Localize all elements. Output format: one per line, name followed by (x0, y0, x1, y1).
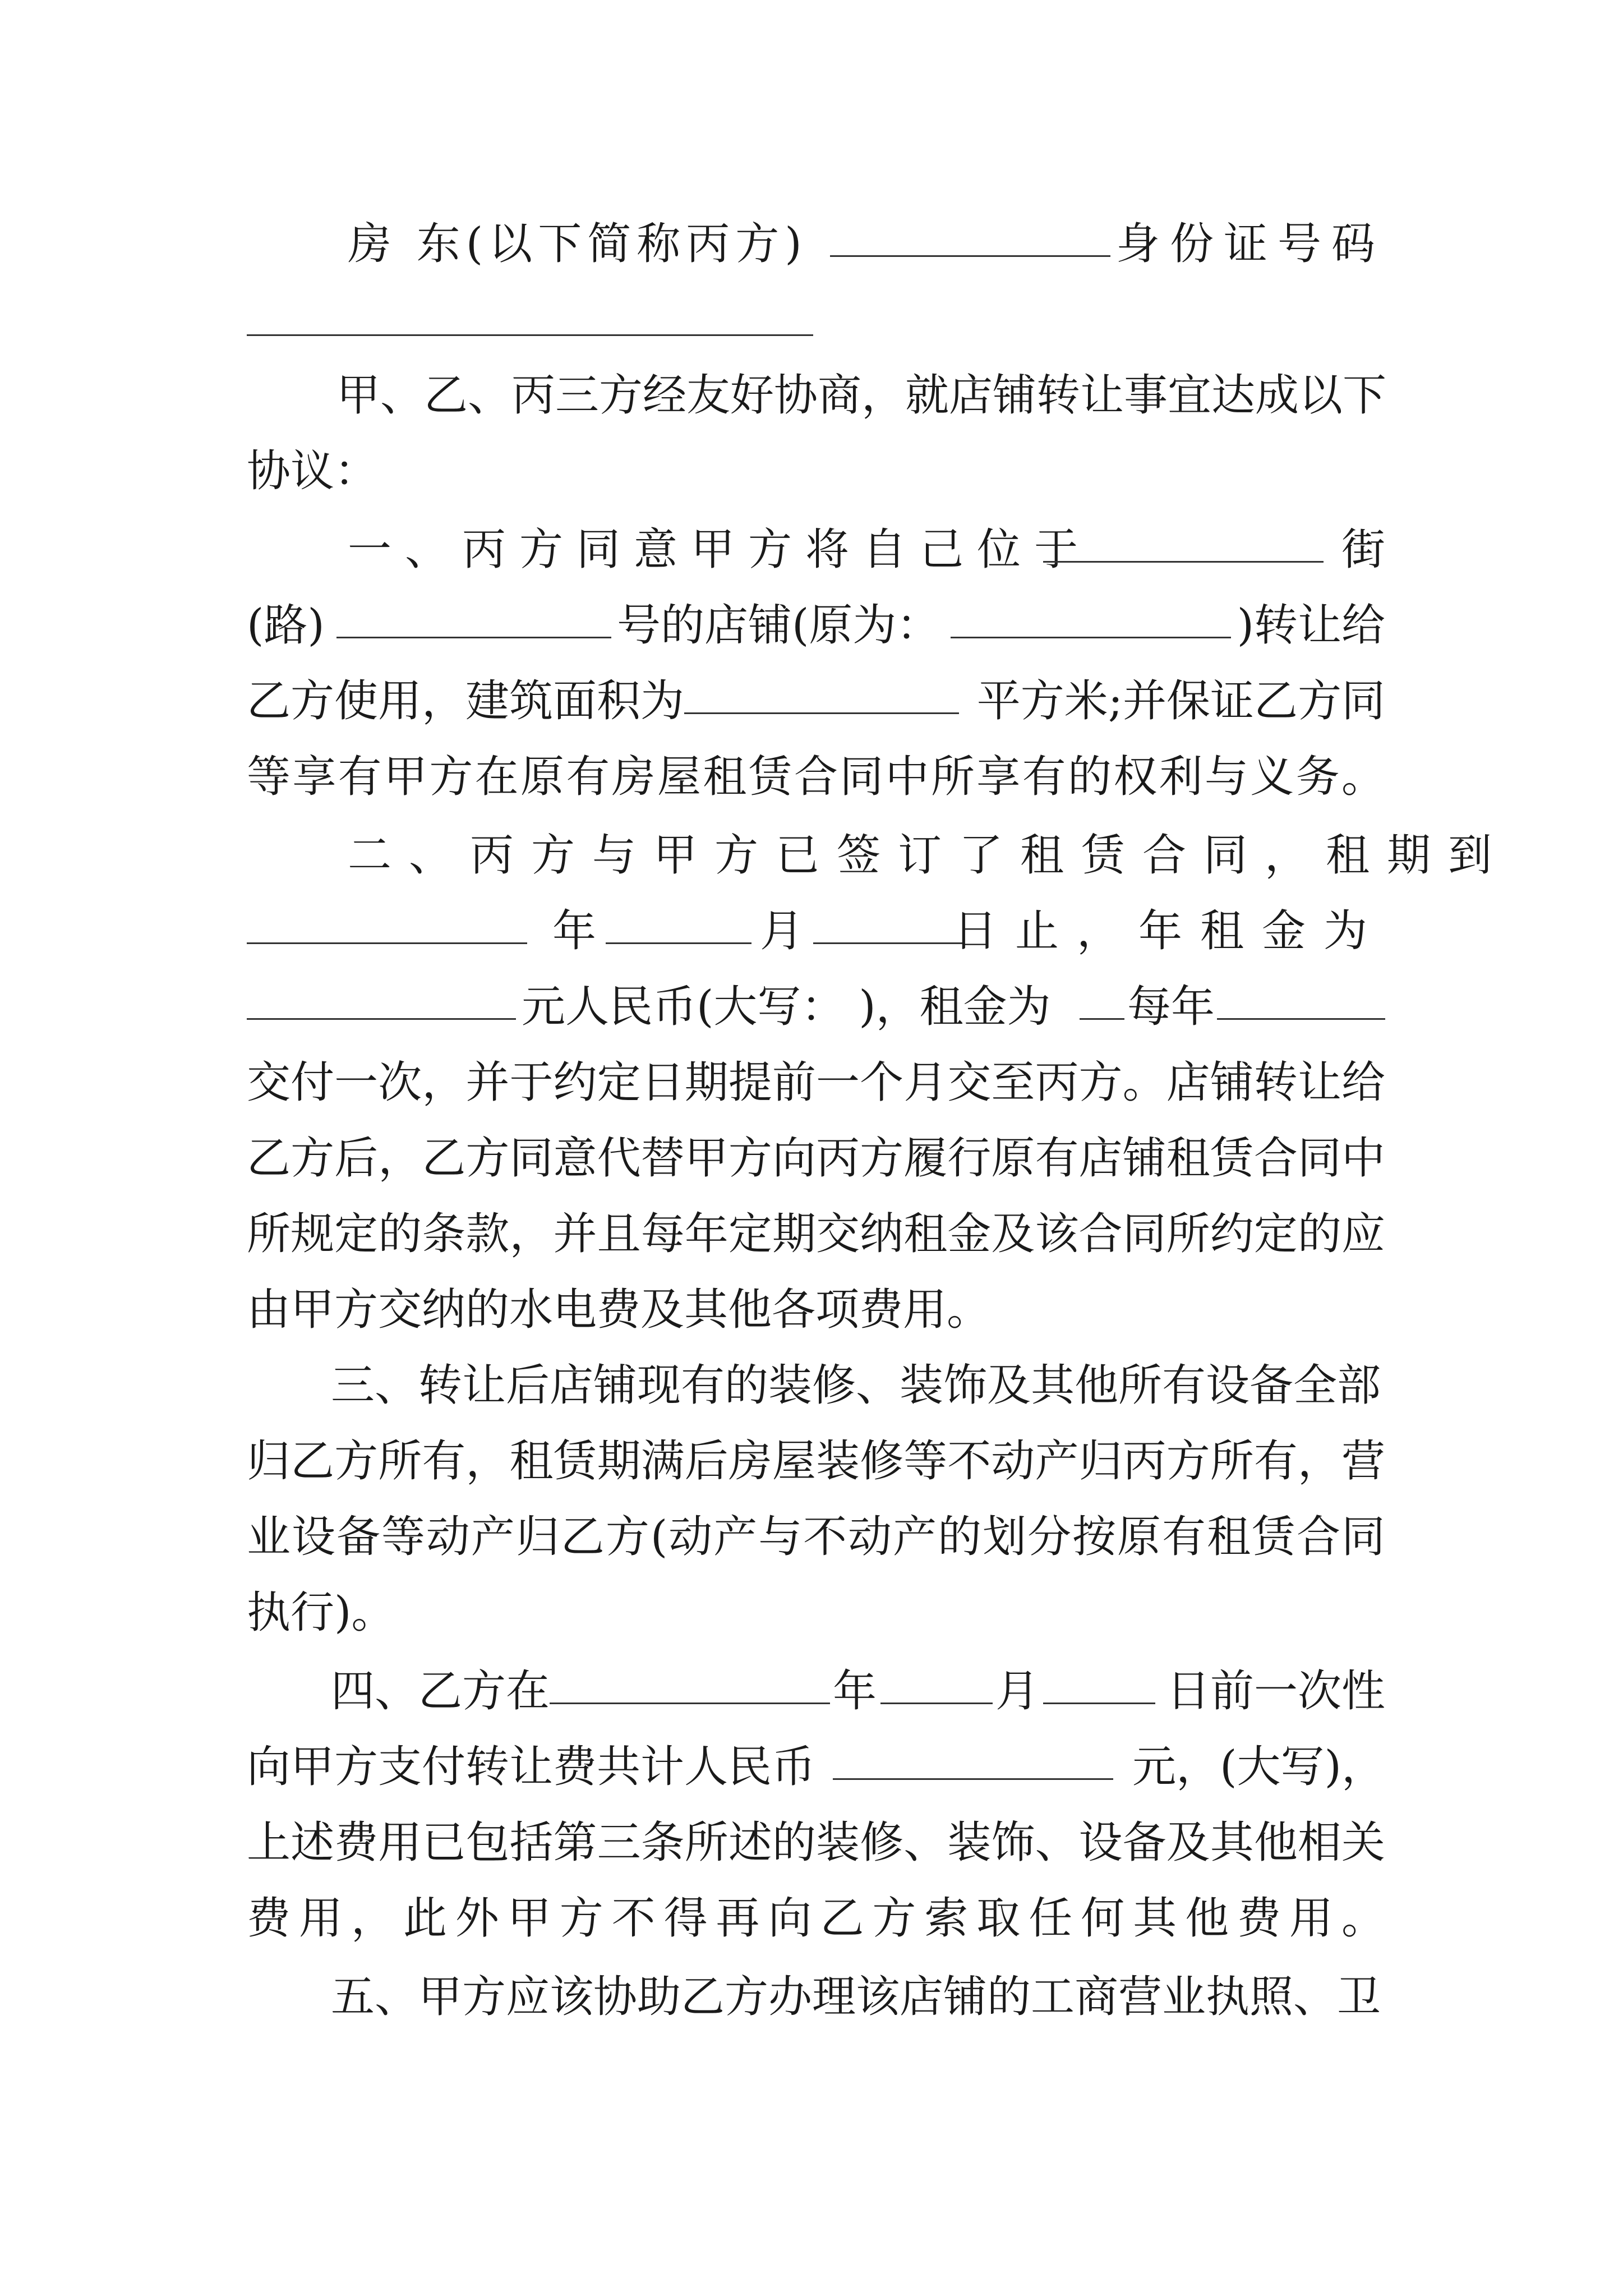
clause-1-text: 一、丙方同意甲方将自己位于 (348, 524, 1092, 575)
clause-5-text: 五、甲方应该协助乙方办理该店铺的工商营业执照、卫 (331, 1972, 1381, 2022)
id-number-blank[interactable] (247, 334, 813, 336)
annual-rent-blank[interactable] (247, 979, 516, 1020)
clause-3-text-2: 归乙方所有，租赁期满后房屋装修等不动产归丙方所有，营 (247, 1436, 1386, 1487)
area-blank[interactable] (684, 673, 959, 714)
clause-2-line-5 (247, 1130, 1385, 1186)
original-use-blank[interactable] (951, 597, 1231, 638)
landlord-name-blank[interactable] (830, 216, 1110, 257)
road-label: (路) (247, 600, 325, 651)
clause-3-text-3: 业设备等动产归乙方(动产与不动产的划分按原有租赁合同 (247, 1512, 1386, 1562)
payment-prefix-blank[interactable] (1080, 979, 1124, 1020)
payment-year-label: 年 (833, 1666, 877, 1717)
payment-period-blank[interactable] (1217, 979, 1385, 1020)
payment-day-blank[interactable] (1043, 1663, 1155, 1704)
house-number-blank[interactable] (336, 597, 611, 638)
clause-2-line-6 (247, 1206, 1385, 1262)
transfer-fee-blank[interactable] (833, 1739, 1113, 1780)
clause-2-line-4 (247, 1055, 1385, 1111)
clause-2-text-3: 乙方后，乙方同意代替甲方向丙方履行原有店铺租赁合同中 (247, 1133, 1386, 1184)
lease-end-month-blank[interactable] (606, 903, 751, 944)
clause-4-line-3 (247, 1815, 1385, 1871)
clause-2-text-5: 由甲方交纳的水电费及其他各项费用。 (247, 1285, 991, 1335)
clause-3-line-2 (247, 1433, 1385, 1489)
clause-2-text-2: 交付一次，并于约定日期提前一个月交至丙方。店铺转让给 (247, 1057, 1386, 1108)
lease-end-year-blank[interactable] (247, 903, 527, 944)
clause-1-line-4 (247, 749, 1385, 805)
area-label: 乙方使用，建筑面积为 (247, 676, 685, 726)
clause-4-text-3: 费用，此外甲方不得再向乙方索取任何其他费用。 (247, 1893, 1394, 1944)
street-label: 街 (1341, 524, 1385, 575)
clause-2-text-4: 所规定的条款，并且每年定期交纳租金及该合同所约定的应 (247, 1209, 1386, 1259)
transfer-fee-label: 向甲方支付转让费共计人民币 (247, 1742, 816, 1792)
shop-label: 号的店铺(原为： (617, 600, 940, 651)
rent-currency-label: 元人民币(大写： )，租金为 (522, 982, 1051, 1032)
payment-month-label: 月 (995, 1666, 1040, 1717)
street-blank[interactable] (1043, 522, 1324, 563)
clause-4-text: 四、乙方在 (331, 1666, 550, 1717)
clause-3-text: 三、转让后店铺现有的装修、装饰及其他所有设备全部 (331, 1360, 1381, 1411)
clause-3-line-3 (247, 1509, 1385, 1565)
landlord-label: 房 东(以下简称丙方) (348, 219, 808, 269)
clause-3-text-4: 执行)。 (247, 1588, 395, 1638)
lease-end-day-blank[interactable] (813, 903, 965, 944)
payment-day-label: 日前一次性 (1166, 1666, 1385, 1717)
intro-line-2 (247, 443, 1385, 499)
clause-4-line-4 (247, 1890, 1394, 1947)
clause-3-line-4 (247, 1585, 1385, 1641)
transfer-label: )转让给 (1237, 600, 1385, 651)
clause-4-text-2: 上述费用已包括第三条所述的装修、装饰、设备及其他相关 (247, 1818, 1386, 1868)
area-unit: 平方米;并保证乙方同 (976, 676, 1385, 726)
payment-year-blank[interactable] (550, 1663, 830, 1704)
clause-2-line-7 (247, 1282, 1385, 1338)
clause-2-text: 二、丙方与甲方已签订了租赁合同，租期到 (348, 830, 1510, 881)
intro-text: 甲、乙、丙三方经友好协商，就店铺转让事宜达成以下 (336, 370, 1387, 421)
payment-period: 每年 (1127, 982, 1215, 1032)
intro-text-end: 协议： (247, 446, 379, 496)
annual-rent-label: 日止，年租金为 (953, 906, 1385, 956)
month-label: 月 (760, 906, 804, 956)
id-number-label: 身份证号码 (1115, 219, 1385, 269)
clause-1-text-end: 等享有甲方在原有房屋租赁合同中所享有的权利与义务。 (247, 752, 1387, 802)
year-label: 年 (552, 906, 597, 956)
payment-month-blank[interactable] (880, 1663, 993, 1704)
transfer-fee-unit: 元，(大写)， (1132, 1742, 1385, 1792)
